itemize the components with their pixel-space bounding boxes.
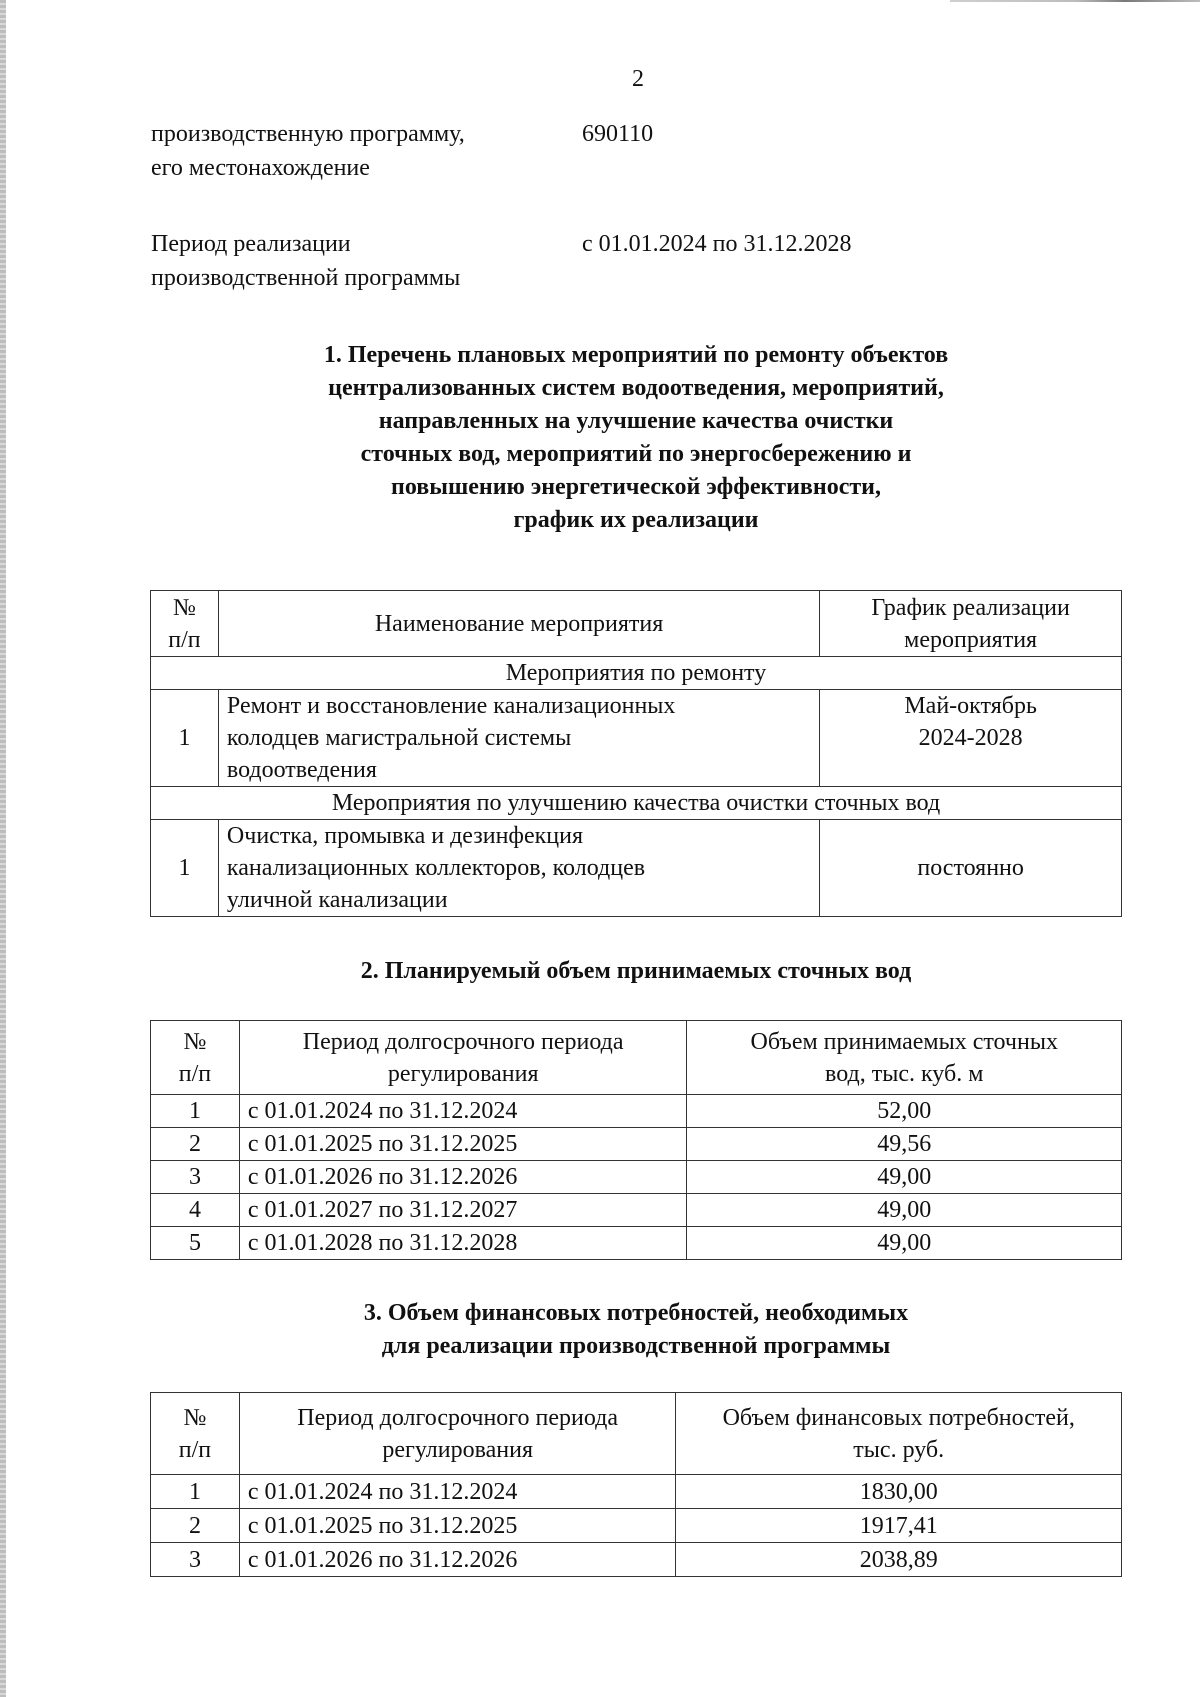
group-row [151,787,1122,820]
field-label-line: его местонахождение [151,155,370,181]
field-label [151,227,571,295]
row-period: с 01.01.2027 по 31.12.2027 [239,1194,687,1227]
table-row [151,1227,1122,1260]
row-name-line: канализационных коллекторов, колодцев [226,855,646,881]
row-schedule [820,690,1122,787]
row-period: с 01.01.2028 по 31.12.2028 [239,1227,687,1260]
scan-top-artifact [950,0,1200,2]
table-row [151,690,1122,787]
section2-heading: 2. Планируемый объем принимаемых сточных вод [360,958,912,984]
table-row [151,1475,1122,1509]
row-period: с 01.01.2024 по 31.12.2024 [239,1095,687,1128]
row-num: 3 [151,1161,240,1194]
field-value: 690110 [582,121,654,147]
row-name-line: водоотведения [226,757,377,783]
row-volume: 52,00 [687,1095,1122,1128]
header-line: № [183,1028,207,1055]
row-schedule-line: Май-октябрь [904,693,1037,719]
row-num: 1 [151,690,219,787]
row-num: 2 [151,1509,240,1543]
header-line: тыс. руб. [853,1436,945,1463]
field-label-line: Период реализации [151,231,351,257]
wastewater-volume-table [150,1020,1122,1260]
row-schedule-line: 2024-2028 [918,725,1023,751]
col-header-finance [676,1393,1122,1475]
row-period: с 01.01.2024 по 31.12.2024 [239,1475,676,1509]
table-row [151,820,1122,917]
col-header-num [151,1021,240,1095]
table-header-row [151,1021,1122,1095]
header-line: мероприятия [904,626,1038,653]
row-period: с 01.01.2025 по 31.12.2025 [239,1509,676,1543]
row-num: 1 [151,820,219,917]
col-header-period [239,1393,676,1475]
measures-table [150,590,1122,917]
table-header-row [151,1393,1122,1475]
row-finance: 1917,41 [676,1509,1122,1543]
section1-heading [150,339,1122,537]
row-volume: 49,00 [687,1194,1122,1227]
row-volume: 49,56 [687,1128,1122,1161]
header-line: п/п [168,626,201,653]
row-name-line: уличной канализации [226,887,448,913]
col-header-num [151,591,219,657]
row-volume: 49,00 [687,1227,1122,1260]
scan-edge-artifact [0,0,6,1697]
header-line: Период долгосрочного периода [302,1028,624,1055]
row-name-line: колодцев магистральной системы [226,725,572,751]
row-num: 4 [151,1194,240,1227]
header-line: Период долгосрочного периода [297,1404,619,1431]
table-header-row [151,591,1122,657]
row-num: 1 [151,1095,240,1128]
field-value: с 01.01.2024 по 31.12.2028 [582,231,852,257]
row-period: с 01.01.2026 по 31.12.2026 [239,1543,676,1577]
group-title: Мероприятия по улучшению качества очистки сточных вод [151,787,1122,820]
field-label-line: производственной программы [151,265,461,291]
row-num: 5 [151,1227,240,1260]
col-header-schedule [820,591,1122,657]
row-name-line: Очистка, промывка и дезинфекция [226,823,583,849]
table-row [151,1128,1122,1161]
header-line: вод, тыс. куб. м [825,1060,984,1087]
header-line: регулирования [387,1060,539,1087]
heading-line: график их реализации [513,507,759,533]
header-line: № [183,1404,207,1431]
row-name [218,820,819,917]
heading-line: сточных вод, мероприятий по энергосбережению и [360,441,912,467]
heading-line: направленных на улучшение качества очистки [378,408,894,434]
table-row [151,1194,1122,1227]
row-num: 1 [151,1475,240,1509]
col-header-num [151,1393,240,1475]
row-num: 2 [151,1128,240,1161]
heading-line: повышению энергетической эффективности, [391,474,881,500]
heading-line: 3. Объем финансовых потребностей, необходимых [363,1300,909,1326]
section3-heading [150,1297,1122,1363]
table-row [151,1543,1122,1577]
row-period: с 01.01.2025 по 31.12.2025 [239,1128,687,1161]
row-period: с 01.01.2026 по 31.12.2026 [239,1161,687,1194]
financial-needs-table [150,1392,1122,1577]
header-line: № [173,594,196,621]
row-volume: 49,00 [687,1161,1122,1194]
heading-line: для реализации производственной программы [381,1333,891,1359]
group-row [151,657,1122,690]
col-header-name: Наименование мероприятия [218,591,819,657]
heading-line: централизованных систем водоотведения, мероприятий, [328,375,944,401]
header-line: п/п [178,1060,212,1087]
row-finance: 2038,89 [676,1543,1122,1577]
row-name [218,690,819,787]
field-label [151,117,571,185]
row-name-line: Ремонт и восстановление канализационных [226,693,676,719]
table-row [151,1161,1122,1194]
group-title: Мероприятия по ремонту [151,657,1122,690]
col-header-volume [687,1021,1122,1095]
row-finance: 1830,00 [676,1475,1122,1509]
table-row [151,1095,1122,1128]
header-line: п/п [178,1436,212,1463]
row-schedule: постоянно [820,820,1122,917]
header-line: Объем финансовых потребностей, [722,1404,1075,1431]
header-line: График реализации [871,594,1070,621]
heading-line: 1. Перечень плановых мероприятий по ремонту объектов [323,342,949,368]
field-label-line: производственную программу, [151,121,465,147]
header-line: Объем принимаемых сточных [750,1028,1058,1055]
row-num: 3 [151,1543,240,1577]
col-header-period [239,1021,687,1095]
header-line: регулирования [382,1436,533,1463]
table-row [151,1509,1122,1543]
page-number: 2 [632,66,644,92]
